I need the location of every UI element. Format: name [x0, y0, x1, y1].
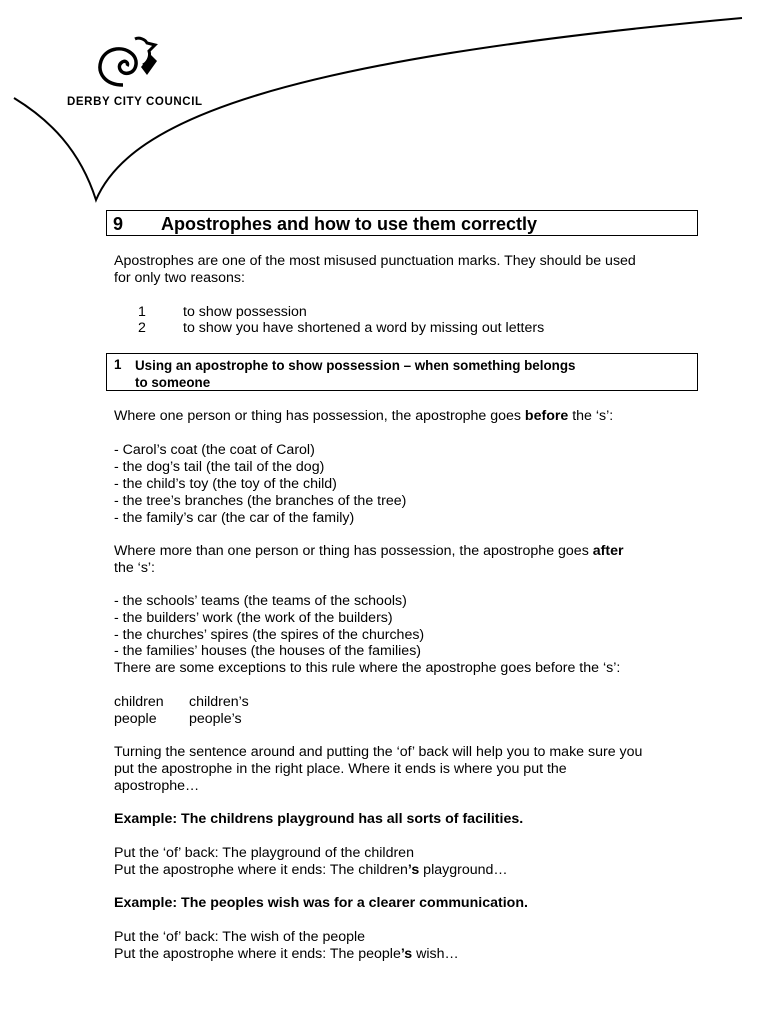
singular-rule — [114, 408, 613, 425]
example-2-ends-post: wish… — [412, 946, 459, 962]
example-1-of-back: Put the ‘of’ back: The playground of the children — [114, 845, 414, 861]
exception-word: people — [114, 711, 157, 727]
turning-line-3: apostrophe… — [114, 778, 200, 794]
section-title: Apostrophes and how to use them correctly — [161, 214, 538, 234]
example-1-ends — [114, 862, 508, 879]
list-item: - the schools’ teams (the teams of the schools) — [114, 593, 407, 609]
example-2-ends — [114, 946, 459, 963]
council-name: DERBY CITY COUNCIL — [67, 96, 203, 108]
plural-rule-pre: Where more than one person or thing has possession, the apostrophe goes — [114, 543, 593, 559]
subsection-title — [135, 357, 675, 391]
example-1-ends-post: playground… — [419, 862, 508, 878]
derby-ram-logo-icon — [93, 35, 163, 91]
intro-line-1: Apostrophes are one of the most misused punctuation marks. They should be used — [114, 253, 636, 269]
exceptions-intro: There are some exceptions to this rule where the apostrophe goes before the ‘s’: — [114, 660, 621, 676]
reason-text: to show possession — [183, 304, 307, 320]
subsection-number: 1 — [114, 357, 122, 372]
exception-possessive: people’s — [189, 711, 242, 727]
singular-rule-post: the ‘s’: — [568, 408, 614, 424]
turning-line-2: put the apostrophe in the right place. Where it ends is where you put the — [114, 761, 567, 777]
reason-number: 1 — [138, 304, 146, 320]
list-item: - the churches’ spires (the spires of the churches) — [114, 627, 425, 643]
section-number: 9 — [113, 214, 124, 234]
subsection-title-line-1: Using an apostrophe to show possession – when something belongs — [135, 358, 576, 373]
list-item: - the tree’s branches (the branches of the tree) — [114, 493, 407, 509]
intro-line-2: for only two reasons: — [114, 270, 245, 286]
example-1-heading: Example: The childrens playground has all sorts of facilities. — [114, 811, 524, 827]
section-heading-box — [106, 210, 698, 236]
reason-text: to show you have shortened a word by missing out letters — [183, 320, 545, 336]
list-item: - the builders’ work (the work of the builders) — [114, 610, 393, 626]
example-1-ends-bold: ’s — [407, 862, 420, 878]
plural-rule — [114, 543, 624, 560]
subsection-title-line-2: to someone — [135, 375, 211, 390]
plural-rule-line-2: the ‘s’: — [114, 560, 156, 576]
list-item: - the dog’s tail (the tail of the dog) — [114, 459, 325, 475]
subsection-heading-box — [106, 353, 698, 391]
plural-rule-bold: after — [592, 543, 624, 559]
example-2-ends-pre: Put the apostrophe where it ends: The people — [114, 946, 401, 962]
exception-possessive: children’s — [189, 694, 249, 710]
example-1-ends-pre: Put the apostrophe where it ends: The children — [114, 862, 408, 878]
list-item: - the family’s car (the car of the family) — [114, 510, 355, 526]
example-2-of-back: Put the ‘of’ back: The wish of the people — [114, 929, 366, 945]
singular-rule-pre: Where one person or thing has possession, the apostrophe goes — [114, 408, 525, 424]
reason-number: 2 — [138, 320, 146, 336]
example-2-ends-bold: ’s — [400, 946, 413, 962]
list-item: - the families’ houses (the houses of the families) — [114, 643, 422, 659]
singular-rule-bold: before — [524, 408, 569, 424]
list-item: - the child’s toy (the toy of the child) — [114, 476, 337, 492]
example-2-heading: Example: The peoples wish was for a clearer communication. — [114, 895, 528, 911]
list-item: - Carol’s coat (the coat of Carol) — [114, 442, 315, 458]
exception-word: children — [114, 694, 164, 710]
turning-line-1: Turning the sentence around and putting the ‘of’ back will help you to make sure you — [114, 744, 643, 760]
